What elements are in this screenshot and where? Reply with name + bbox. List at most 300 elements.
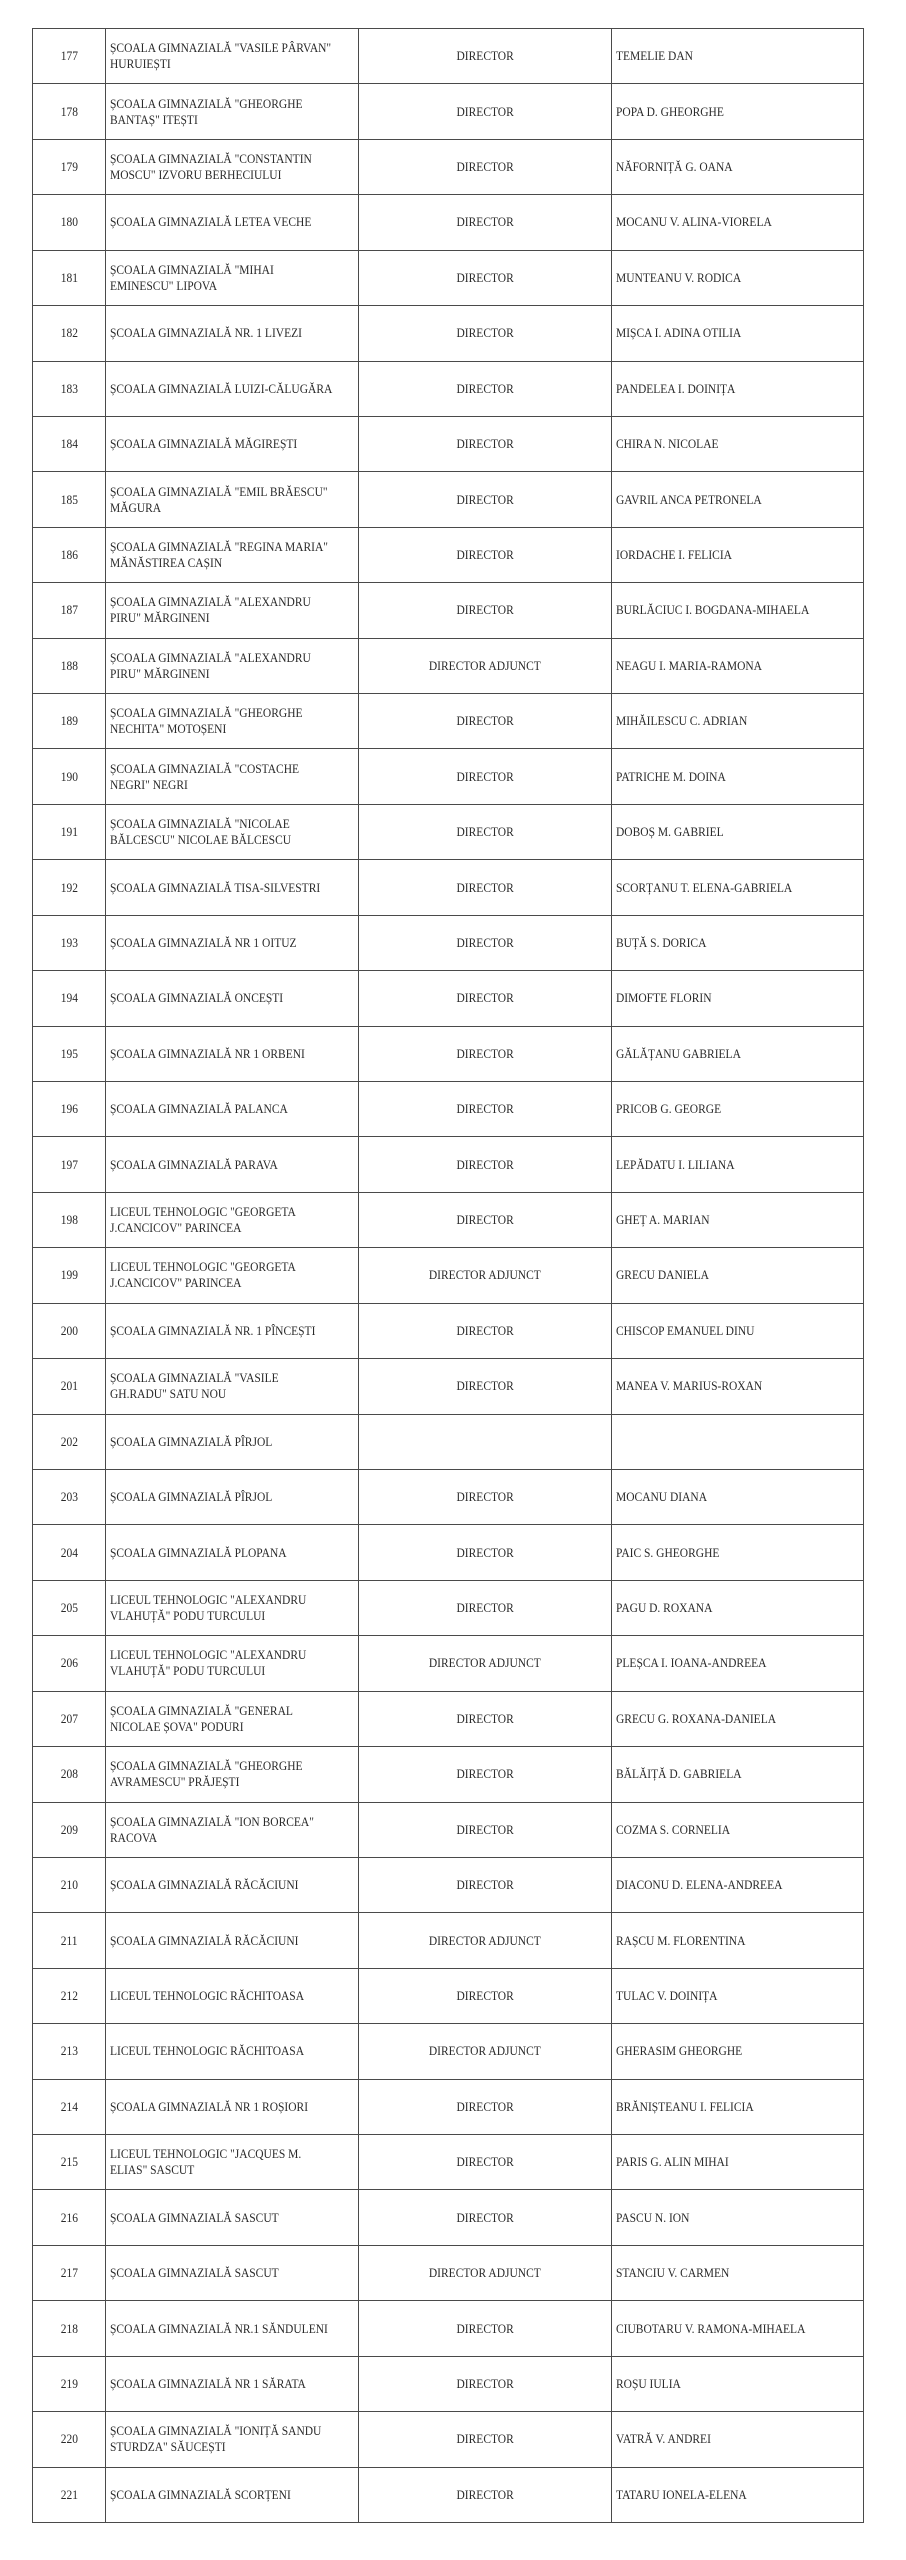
person-name: TULAC V. DOINIȚA (616, 1988, 718, 2003)
person-name: SCORȚANU T. ELENA-GABRIELA (616, 880, 793, 895)
role: DIRECTOR (456, 270, 514, 285)
school-cell (106, 472, 359, 527)
person-name: VATRĂ V. ANDREI (616, 2432, 711, 2447)
role-cell (359, 472, 612, 527)
person-name: PAIC S. GHEORGHE (616, 1545, 720, 1560)
row-number-cell (33, 2190, 106, 2245)
school-name: ȘCOALA GIMNAZIALĂ MĂGIREȘTI (110, 437, 298, 452)
person-cell (612, 84, 864, 139)
school-cell (106, 804, 359, 859)
row-number-cell (33, 915, 106, 970)
row-number-cell (33, 527, 106, 582)
person-name: GRECU DANIELA (616, 1268, 709, 1283)
school-cell (106, 2467, 359, 2522)
row-number-cell (33, 804, 106, 859)
role-cell (359, 1137, 612, 1192)
row-number: 217 (60, 2266, 78, 2281)
role: DIRECTOR (456, 1545, 514, 1560)
table-row (33, 472, 864, 527)
row-number-cell (33, 1580, 106, 1635)
row-number: 219 (60, 2376, 78, 2391)
role-cell (359, 1857, 612, 1912)
row-number-cell (33, 1968, 106, 2023)
person-name: TATARU IONELA-ELENA (616, 2487, 747, 2502)
person-cell (612, 2135, 864, 2190)
table-row (33, 1691, 864, 1746)
person-cell (612, 361, 864, 416)
table-row (33, 2190, 864, 2245)
role-cell (359, 1802, 612, 1857)
person-name: PANDELEA I. DOINIȚA (616, 381, 736, 396)
school-cell (106, 1414, 359, 1469)
row-number-cell (33, 1691, 106, 1746)
row-number: 206 (60, 1656, 78, 1671)
row-number: 190 (60, 769, 78, 784)
person-cell (612, 749, 864, 804)
school-cell (106, 1248, 359, 1303)
school-name: ȘCOALA GIMNAZIALĂ "COSTACHE NEGRI" NEGRI (110, 761, 300, 792)
role-cell (359, 1913, 612, 1968)
role-cell (359, 915, 612, 970)
row-number-cell (33, 1857, 106, 1912)
person-cell (612, 583, 864, 638)
role: DIRECTOR (456, 2210, 514, 2225)
role: DIRECTOR (456, 326, 514, 341)
table-row (33, 1303, 864, 1358)
role-cell (359, 1525, 612, 1580)
row-number: 211 (60, 1933, 78, 1948)
role-cell (359, 2245, 612, 2300)
role: DIRECTOR (456, 1711, 514, 1726)
person-name: MOCANU DIANA (616, 1490, 708, 1505)
school-cell (106, 915, 359, 970)
role: DIRECTOR (456, 1379, 514, 1394)
person-name: ROȘU IULIA (616, 2376, 681, 2391)
person-name: LEPĂDATU I. LILIANA (616, 1157, 735, 1172)
school-cell (106, 1968, 359, 2023)
person-cell (612, 1082, 864, 1137)
school-name: ȘCOALA GIMNAZIALĂ "GENERAL NICOLAE ȘOVA" PODURI (110, 1703, 293, 1734)
table-row (33, 1469, 864, 1524)
row-number: 214 (60, 2099, 78, 2114)
role: DIRECTOR (456, 2099, 514, 2114)
row-number-cell (33, 84, 106, 139)
school-cell (106, 2135, 359, 2190)
school-cell (106, 1747, 359, 1802)
school-cell (106, 1913, 359, 1968)
row-number: 200 (60, 1323, 78, 1338)
row-number: 180 (60, 215, 78, 230)
role: DIRECTOR ADJUNCT (429, 1933, 541, 1948)
table-row (33, 1082, 864, 1137)
school-name: ȘCOALA GIMNAZIALĂ "IONIȚĂ SANDU STURDZA" SĂUCEȘTI (110, 2424, 322, 2455)
row-number: 189 (60, 714, 78, 729)
role-cell (359, 860, 612, 915)
row-number-cell (33, 749, 106, 804)
role-cell (359, 2412, 612, 2467)
row-number: 203 (60, 1490, 78, 1505)
table-body (33, 29, 864, 2523)
school-cell (106, 1580, 359, 1635)
person-cell (612, 2024, 864, 2079)
row-number-cell (33, 2301, 106, 2356)
row-number-cell (33, 1303, 106, 1358)
row-number: 199 (60, 1268, 78, 1283)
person-cell (612, 472, 864, 527)
person-name: CHIRA N. NICOLAE (616, 437, 719, 452)
person-cell (612, 1414, 864, 1469)
table-row (33, 1636, 864, 1691)
row-number: 182 (60, 326, 78, 341)
role: DIRECTOR (456, 1213, 514, 1228)
row-number: 184 (60, 437, 78, 452)
school-cell (106, 2190, 359, 2245)
role: DIRECTOR (456, 492, 514, 507)
row-number-cell (33, 361, 106, 416)
row-number: 218 (60, 2321, 78, 2336)
school-name: LICEUL TEHNOLOGIC "GEORGETA J.CANCICOV" PARINCEA (110, 1205, 296, 1236)
table-row (33, 1802, 864, 1857)
table-row (33, 1137, 864, 1192)
role: DIRECTOR (456, 1102, 514, 1117)
person-name: PATRICHE M. DOINA (616, 769, 726, 784)
person-name: MIȘCA I. ADINA OTILIA (616, 326, 742, 341)
row-number-cell (33, 1469, 106, 1524)
person-name: PASCU N. ION (616, 2210, 690, 2225)
school-name: ȘCOALA GIMNAZIALĂ SASCUT (110, 2210, 279, 2225)
table-row (33, 527, 864, 582)
row-number-cell (33, 2024, 106, 2079)
row-number-cell (33, 1636, 106, 1691)
row-number-cell (33, 306, 106, 361)
school-cell (106, 1192, 359, 1247)
role-cell (359, 1691, 612, 1746)
role: DIRECTOR (456, 2376, 514, 2391)
role-cell (359, 29, 612, 84)
person-cell (612, 306, 864, 361)
role: DIRECTOR (456, 880, 514, 895)
row-number-cell (33, 1082, 106, 1137)
person-name: NEAGU I. MARIA-RAMONA (616, 658, 762, 673)
person-name: MUNTEANU V. RODICA (616, 270, 742, 285)
person-cell (612, 2412, 864, 2467)
role-cell (359, 2024, 612, 2079)
person-cell (612, 2190, 864, 2245)
person-cell (612, 804, 864, 859)
school-cell (106, 2245, 359, 2300)
school-cell (106, 1636, 359, 1691)
row-number: 209 (60, 1822, 78, 1837)
person-name: DIMOFTE FLORIN (616, 991, 712, 1006)
row-number: 220 (60, 2432, 78, 2447)
school-cell (106, 1026, 359, 1081)
school-cell (106, 749, 359, 804)
school-cell (106, 1082, 359, 1137)
person-cell (612, 2467, 864, 2522)
role-cell (359, 1303, 612, 1358)
role-cell (359, 749, 612, 804)
school-cell (106, 2356, 359, 2411)
school-name: ȘCOALA GIMNAZIALĂ RĂCĂCIUNI (110, 1878, 299, 1893)
role-cell (359, 1968, 612, 2023)
table-row (33, 416, 864, 471)
row-number: 196 (60, 1102, 78, 1117)
row-number: 207 (60, 1711, 78, 1726)
role-cell (359, 583, 612, 638)
school-name: ȘCOALA GIMNAZIALĂ "ION BORCEA" RACOVA (110, 1814, 314, 1845)
person-cell (612, 527, 864, 582)
school-cell (106, 306, 359, 361)
school-directors-table (32, 28, 864, 2523)
row-number-cell (33, 860, 106, 915)
person-name: CIUBOTARU V. RAMONA-MIHAELA (616, 2321, 806, 2336)
person-name: MOCANU V. ALINA-VIORELA (616, 215, 772, 230)
table-row (33, 84, 864, 139)
person-cell (612, 971, 864, 1026)
row-number: 204 (60, 1545, 78, 1560)
row-number-cell (33, 2245, 106, 2300)
role-cell (359, 2356, 612, 2411)
person-name: CHISCOP EMANUEL DINU (616, 1323, 755, 1338)
role-cell (359, 1248, 612, 1303)
school-name: ȘCOALA GIMNAZIALĂ "MIHAI EMINESCU" LIPOVA (110, 262, 274, 293)
school-name: ȘCOALA GIMNAZIALĂ "VASILE PÂRVAN" HURUIEȘTI (110, 41, 332, 72)
person-cell (612, 2301, 864, 2356)
role: DIRECTOR (456, 1822, 514, 1837)
row-number: 212 (60, 1988, 78, 2003)
table-row (33, 2301, 864, 2356)
school-name: ȘCOALA GIMNAZIALĂ "GHEORGHE NECHITA" MOTOȘENI (110, 706, 303, 737)
person-cell (612, 1802, 864, 1857)
row-number: 192 (60, 880, 78, 895)
row-number-cell (33, 29, 106, 84)
person-name: PLEȘCA I. IOANA-ANDREEA (616, 1656, 767, 1671)
role: DIRECTOR ADJUNCT (429, 2266, 541, 2281)
school-name: ȘCOALA GIMNAZIALĂ "ALEXANDRU PIRU" MĂRGINENI (110, 650, 311, 681)
person-cell (612, 1469, 864, 1524)
school-name: ȘCOALA GIMNAZIALĂ "ALEXANDRU PIRU" MĂRGINENI (110, 595, 311, 626)
role: DIRECTOR (456, 1323, 514, 1338)
person-name: DOBOȘ M. GABRIEL (616, 825, 724, 840)
role: DIRECTOR (456, 49, 514, 64)
school-cell (106, 694, 359, 749)
role-cell (359, 361, 612, 416)
row-number-cell (33, 1192, 106, 1247)
table-row (33, 1248, 864, 1303)
row-number: 208 (60, 1767, 78, 1782)
person-name: PARIS G. ALIN MIHAI (616, 2155, 729, 2170)
row-number-cell (33, 971, 106, 1026)
table-row (33, 638, 864, 693)
table-row (33, 1414, 864, 1469)
role: DIRECTOR (456, 825, 514, 840)
role-cell (359, 250, 612, 305)
person-name: BĂLĂIȚĂ D. GABRIELA (616, 1767, 742, 1782)
school-cell (106, 1303, 359, 1358)
person-name: STANCIU V. CARMEN (616, 2266, 730, 2281)
role-cell (359, 1636, 612, 1691)
row-number: 197 (60, 1157, 78, 1172)
row-number-cell (33, 1525, 106, 1580)
person-cell (612, 1137, 864, 1192)
role-cell (359, 527, 612, 582)
person-cell (612, 1303, 864, 1358)
school-cell (106, 2079, 359, 2134)
row-number: 181 (60, 270, 78, 285)
row-number: 191 (60, 825, 78, 840)
row-number: 198 (60, 1213, 78, 1228)
table-row (33, 1913, 864, 1968)
school-name: LICEUL TEHNOLOGIC "ALEXANDRU VLAHUȚĂ" PODU TURCULUI (110, 1593, 307, 1624)
school-cell (106, 1691, 359, 1746)
role: DIRECTOR (456, 215, 514, 230)
table-row (33, 250, 864, 305)
person-cell (612, 416, 864, 471)
table-row (33, 1525, 864, 1580)
person-cell (612, 1747, 864, 1802)
role-cell (359, 2079, 612, 2134)
role-cell (359, 306, 612, 361)
school-cell (106, 84, 359, 139)
school-name: ȘCOALA GIMNAZIALĂ "GHEORGHE AVRAMESCU" PRĂJEȘTI (110, 1759, 303, 1790)
table-row (33, 1192, 864, 1247)
school-name: ȘCOALA GIMNAZIALĂ "EMIL BRĂESCU" MĂGURA (110, 484, 328, 515)
school-cell (106, 29, 359, 84)
role: DIRECTOR (456, 1601, 514, 1616)
row-number: 186 (60, 548, 78, 562)
role-cell (359, 2301, 612, 2356)
person-name: NĂFORNIȚĂ G. OANA (616, 160, 733, 175)
role: DIRECTOR (456, 1767, 514, 1782)
role: DIRECTOR (456, 991, 514, 1006)
school-cell (106, 638, 359, 693)
person-cell (612, 1580, 864, 1635)
school-cell (106, 2412, 359, 2467)
person-name: MANEA V. MARIUS-ROXAN (616, 1379, 763, 1394)
school-name: ȘCOALA GIMNAZIALĂ "VASILE GH.RADU" SATU NOU (110, 1371, 279, 1402)
row-number-cell (33, 2135, 106, 2190)
person-name: MIHĂILESCU C. ADRIAN (616, 714, 748, 729)
table-row (33, 583, 864, 638)
school-cell (106, 2024, 359, 2079)
school-name: ȘCOALA GIMNAZIALĂ PÎRJOL (110, 1490, 273, 1505)
table-row (33, 1968, 864, 2023)
school-name: LICEUL TEHNOLOGIC "JACQUES M. ELIAS" SASCUT (110, 2147, 302, 2178)
person-name: GĂLĂȚANU GABRIELA (616, 1046, 741, 1061)
school-name: ȘCOALA GIMNAZIALĂ TISA-SILVESTRI (110, 880, 321, 895)
school-cell (106, 250, 359, 305)
school-name: LICEUL TEHNOLOGIC RĂCHITOASA (110, 1988, 305, 2003)
role: DIRECTOR (456, 437, 514, 452)
role: DIRECTOR (456, 1988, 514, 2003)
person-cell (612, 195, 864, 250)
school-cell (106, 2301, 359, 2356)
person-cell (612, 694, 864, 749)
school-name: ȘCOALA GIMNAZIALĂ PLOPANA (110, 1545, 287, 1560)
role-cell (359, 416, 612, 471)
row-number-cell (33, 2412, 106, 2467)
table-row (33, 749, 864, 804)
person-cell (612, 1636, 864, 1691)
row-number: 205 (60, 1601, 78, 1616)
table-row (33, 1359, 864, 1414)
school-cell (106, 1469, 359, 1524)
role: DIRECTOR (456, 2432, 514, 2447)
table-row (33, 2467, 864, 2522)
school-cell (106, 416, 359, 471)
role: DIRECTOR ADJUNCT (429, 2044, 541, 2059)
table-row (33, 2245, 864, 2300)
school-cell (106, 361, 359, 416)
person-name: PAGU D. ROXANA (616, 1601, 713, 1616)
school-name: ȘCOALA GIMNAZIALĂ NR.1 SĂNDULENI (110, 2321, 328, 2336)
person-name: BRĂNIȘTEANU I. FELICIA (616, 2099, 754, 2114)
row-number: 178 (60, 104, 78, 119)
school-name: ȘCOALA GIMNAZIALĂ "REGINA MARIA" MĂNĂSTIREA CAȘIN (110, 540, 328, 570)
role-cell (359, 1026, 612, 1081)
role: DIRECTOR ADJUNCT (429, 1656, 541, 1671)
table-row (33, 694, 864, 749)
school-name: ȘCOALA GIMNAZIALĂ LUIZI-CĂLUGĂRA (110, 381, 333, 396)
role-cell (359, 139, 612, 194)
person-name: RAȘCU M. FLORENTINA (616, 1933, 746, 1948)
role-cell (359, 84, 612, 139)
school-name: ȘCOALA GIMNAZIALĂ NR 1 ORBENI (110, 1046, 305, 1061)
role-cell (359, 638, 612, 693)
role-cell (359, 1192, 612, 1247)
table-row (33, 2079, 864, 2134)
role-cell (359, 2190, 612, 2245)
person-cell (612, 915, 864, 970)
role-cell (359, 1414, 612, 1469)
school-name: ȘCOALA GIMNAZIALĂ LETEA VECHE (110, 215, 312, 230)
role: DIRECTOR (456, 2487, 514, 2502)
row-number: 179 (60, 160, 78, 175)
role-cell (359, 2467, 612, 2522)
role-cell (359, 1580, 612, 1635)
role: DIRECTOR (456, 2321, 514, 2336)
role: DIRECTOR (456, 548, 514, 562)
school-cell (106, 971, 359, 1026)
person-name: DIACONU D. ELENA-ANDREEA (616, 1878, 783, 1893)
table-row (33, 915, 864, 970)
role: DIRECTOR (456, 603, 514, 618)
role: DIRECTOR (456, 381, 514, 396)
school-name: ȘCOALA GIMNAZIALĂ PÎRJOL (110, 1434, 273, 1449)
row-number-cell (33, 2079, 106, 2134)
school-cell (106, 1857, 359, 1912)
person-cell (612, 1913, 864, 1968)
table-row (33, 971, 864, 1026)
row-number: 188 (60, 658, 78, 673)
row-number: 193 (60, 935, 78, 950)
school-name: ȘCOALA GIMNAZIALĂ NR. 1 PÎNCEȘTI (110, 1323, 316, 1338)
person-cell (612, 1691, 864, 1746)
person-name: GHERASIM GHEORGHE (616, 2044, 743, 2059)
person-name: GHEȚ A. MARIAN (616, 1213, 710, 1228)
school-name: ȘCOALA GIMNAZIALĂ PALANCA (110, 1102, 288, 1117)
row-number: 202 (60, 1434, 78, 1449)
row-number: 216 (60, 2210, 78, 2225)
table-row (33, 2024, 864, 2079)
row-number: 195 (60, 1046, 78, 1061)
row-number-cell (33, 1802, 106, 1857)
role-cell (359, 195, 612, 250)
row-number-cell (33, 250, 106, 305)
role: DIRECTOR (456, 1157, 514, 1172)
role: DIRECTOR (456, 160, 514, 175)
row-number-cell (33, 1248, 106, 1303)
